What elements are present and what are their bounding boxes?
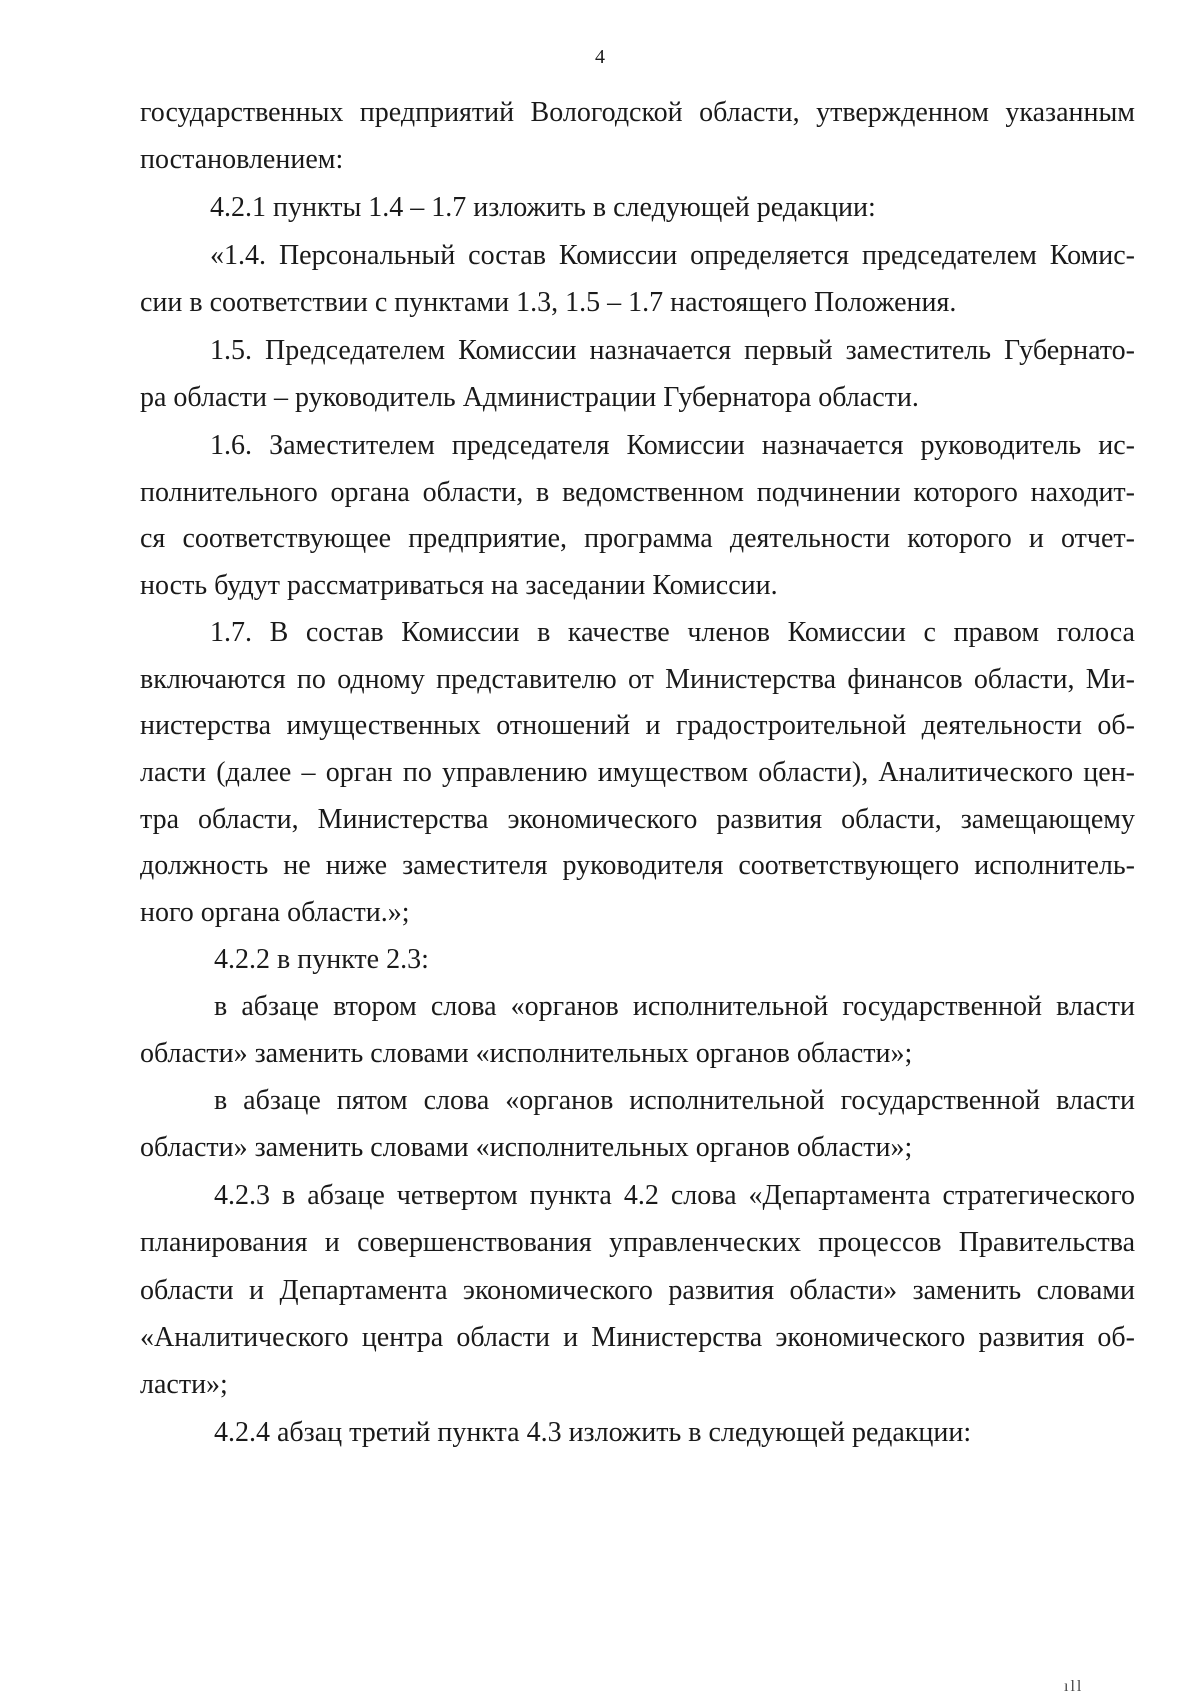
text-line: тра области, Министерства экономического развития области, замещающему — [140, 804, 1135, 835]
text-line: ного органа области.»; — [140, 897, 410, 928]
text-line: ра области – руководитель Администрации Губернатора области. — [140, 382, 919, 413]
text-line: полнительного органа области, в ведомственном подчинении которого находит- — [140, 477, 1135, 508]
text-line: ся соответствующее предприятие, программа деятельности которого и отчет- — [140, 523, 1135, 554]
text-line: 4.2.1 пункты 1.4 – 1.7 изложить в следующей редакции: — [210, 192, 876, 223]
text-line: области» заменить словами «исполнительных органов области»; — [140, 1132, 913, 1163]
text-line: «Аналитического центра области и Министерства экономического развития об- — [140, 1322, 1135, 1353]
text-line: нистерства имущественных отношений и градостроительной деятельности об- — [140, 710, 1135, 741]
text-line: должность не ниже заместителя руководителя соответствующего исполнитель- — [140, 850, 1135, 881]
text-line: включаются по одному представителю от Министерства финансов области, Ми- — [140, 664, 1135, 695]
text-line: 1.6. Заместителем председателя Комиссии назначается руководитель ис- — [210, 430, 1135, 461]
text-line: «1.4. Персональный состав Комиссии определяется председателем Комис- — [210, 240, 1135, 271]
text-line: 4.2.3 в абзаце четвертом пункта 4.2 слова «Департамента стратегического — [214, 1180, 1135, 1211]
text-line: области» заменить словами «исполнительных органов области»; — [140, 1038, 913, 1069]
text-line: государственных предприятий Вологодской области, утвержденном указанным — [140, 97, 1135, 128]
text-line: в абзаце пятом слова «органов исполнительной государственной власти — [214, 1085, 1135, 1116]
text-line: 1.5. Председателем Комиссии назначается первый заместитель Губернато- — [210, 335, 1135, 366]
text-line: ласти»; — [140, 1369, 228, 1400]
text-line: ность будут рассматриваться на заседании Комиссии. — [140, 570, 778, 601]
text-line: постановлением: — [140, 144, 344, 175]
text-line: 1.7. В состав Комиссии в качестве членов Комиссии с правом голоса — [210, 617, 1135, 648]
text-line: сии в соответствии с пунктами 1.3, 1.5 – 1.7 настоящего Положения. — [140, 287, 957, 318]
text-line: ласти (далее – орган по управлению имуществом области), Аналитического цен- — [140, 757, 1135, 788]
scan-footer-mark: ıll — [1064, 1678, 1084, 1695]
text-line: 4.2.4 абзац третий пункта 4.3 изложить в следующей редакции: — [214, 1417, 972, 1448]
text-line: планирования и совершенствования управленческих процессов Правительства — [140, 1227, 1135, 1258]
text-line: в абзаце втором слова «органов исполнительной государственной власти — [214, 991, 1135, 1022]
page-number: 4 — [595, 46, 605, 68]
text-line: области и Департамента экономического развития области» заменить словами — [140, 1275, 1135, 1306]
text-line: 4.2.2 в пункте 2.3: — [214, 944, 429, 975]
